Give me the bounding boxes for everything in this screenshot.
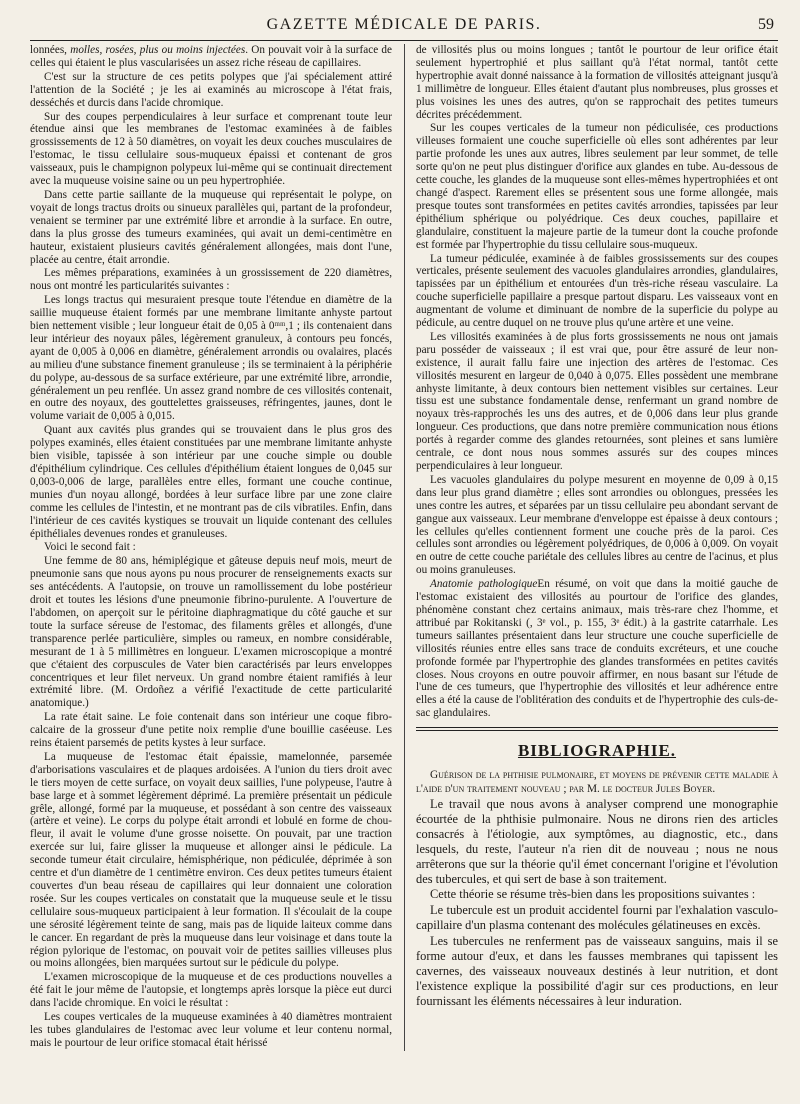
paragraph <box>416 122 778 251</box>
paragraph-text: . On pouvait voir à la surface de celles qui étaient le plus vascularisées un assez riche réseau de capillaires. <box>30 44 392 69</box>
paragraph-text: Dans cette partie saillante de la muqueuse qui représentait le polype, on voyait de longs tractus droits ou sinueux parallèles qui, partant de la profondeur, venaient se terminer par une extrémité libre et arrondie à la surface. En outre, dans la plus grosse des tumeurs examinées, qui avait un demi-centimètre en hauteur, existaient plusieurs cavités généralement allongées, mais dont l'une, placée au centre, était arrondie. <box>30 188 392 266</box>
right-column <box>416 44 778 1051</box>
paragraph <box>416 331 778 473</box>
paragraph-text: Les villosités examinées à de plus forts grossissements ne nous ont jamais paru posséder de vaisseaux ; il est vrai que, pour être assuré de leur non-existence, il aurait fallu faire une injection des artères de l'estomac. Ces villosités mesurent en largeur de 0,040 à 0,075. Elles possèdent une membrane anhyste limitante, à deux contours bien nettement visibles sur certaines. Leur tissu est une substance fondamentale dense, renfermant un grand nombre de noyaux très-rapprochés les uns des autres, et de 0,006 dans leur plus grande longueur. Ces productions, que dans notre première communication nous étions portés à regarder comme des glandes retournées, sont pleines et sans lumière centrale, ce dont nous nous sommes assurés sur des coupes minces perpendiculaires à leur longueur. <box>416 330 778 472</box>
paragraph-text: de villosités plus ou moins longues ; tantôt le pourtour de leur orifice était seulement hypertrophié et plus saillant qu'à l'état normal, tantôt cette hypertrophie avait donné naissance à la formation de villosités atteignant jusqu'à 1 millimètre de longueur. Elles étaient d'autant plus nombreuses, plus grosses et plus voisines les unes des autres, qu'on se rapprochait des petites tumeurs décrites précédemment. <box>416 44 778 121</box>
paragraph-text: L'examen microscopique de la muqueuse et de ces productions nouvelles a été fait le jour même de l'autopsie, et longtemps après lorsque la pièce eut durci dans l'acide chromique. En voici le résultat : <box>30 971 392 1010</box>
paragraph-text: Les vacuoles glandulaires du polype mesurent en moyenne de 0,09 à 0,15 dans leur plus grand diamètre ; elles sont arrondies ou oblongues, pressées les unes contre les autres, et séparées par un tissu cellulaire peu abondant servant de gangue aux vaisseaux. Leur membrane d'enveloppe est épaisse à deux contours ; les cellules qu'elles contiennent forment une couche près de la paroi. Ces cellules sont arrondies ou légèrement polyédriques, de 0,006 à 0,009. On voyait en outre de cette couche pariétale des cellules libres au centre de l'acinus, et plus ou moins granuleuses. <box>416 473 778 577</box>
article-columns <box>30 44 778 1051</box>
paragraph <box>30 751 392 970</box>
paragraph-text: La rate était saine. Le foie contenait dans son intérieur une coque fibro-calcaire de la grosseur d'une petite noix remplie d'une bouillie caséeuse. Les reins étaient parsemés de petits kystes à leur surface. <box>30 711 392 750</box>
paragraph <box>416 44 778 121</box>
paragraph-text: Voici le second fait : <box>44 541 136 554</box>
paragraph-text: Les longs tractus qui mesuraient presque toute l'étendue en diamètre de la saillie muqueuse étaient formés par une membrane limitante anhyste partout bien nettement visible ; leur longueur était de 0,05 à 0ᵐᵐ,1 ; ils contenaient dans leur intérieur des noyaux pâles, légèrement granuleux, à contours peu foncés, ayant de 0,005 à 0,006 en diamètre, généralement arrondis ou ovalaires, placés au milieu d'une substance finement granuleuse ; ils se terminaient à la périphérie du polype, au-dessous de sa surface extérieure, par une extrémité libre, arrondie, généralement un peu renflée. Un assez grand nombre de ces villosités contenait, en outre des noyaux, des gouttelettes graisseuses, réfringentes, jaunes, dont le volume variait de 0,005 à 0,015. <box>30 294 392 423</box>
paragraph-text: En résumé, on voit que dans la moitié gauche de l'estomac existaient des villosités au pourtour de l'orifice des glandes, phénomène constant chez certains animaux, mais très-rare chez l'homme, et attribué par Rokitanski ( <box>416 578 778 629</box>
bibliography-paragraph: Le travail que nous avons à analyser comprend une monographie écourtée de la phthisie pulmonaire. Nous ne dirons rien des articles consacrés à l'étiologie, aux symptômes, au diagnostic, etc., dans lesquels, du reste, l'auteur n'a rien dit de nouveau ; nous ne nous arrêterons que sur la théorie qu'il émet concernant l'origine et l'évolution des tubercules, et qui sert de base à son traitement. <box>416 797 778 886</box>
paragraph <box>416 474 778 577</box>
paragraph <box>30 189 392 266</box>
entry-title: Guérison de la phthisie pulmonaire, et moyens de prévenir cette maladie à l'aide d'un traitement nouveau ; par M. le docteur <box>416 769 778 796</box>
paragraph <box>30 971 392 1010</box>
right-column-article <box>416 44 778 720</box>
paragraph <box>30 111 392 188</box>
paragraph-text: Les coupes verticales de la muqueuse examinées à 40 diamètres montraient les tubes glandulaires de l'estomac avec leur volume et leur contenu normal, mais le pourtour de leur orifice stomacal était hérissé <box>30 1011 392 1049</box>
paragraph-text: La muqueuse de l'estomac était épaissie, mamelonnée, parsemée d'arborisations vasculaires et de plaques ardoisées. A l'union du tiers droit avec le tiers moyen de cette surface, on voyait deux saillies, l'une polypeuse, l'autre à base large et à sommet légèrement déprimé. La première présentait un pédicule grêle, allongé, formé par la muqueuse, et possédant à son centre des vaisseaux (artère et veine). Le corps du polype était arrondi et lobulé en forme de chou-fleur, il avait le volume d'une grosse noisette. On pouvait, par une traction exercée sur lui, faire glisser la muqueuse et allonger ainsi le pédicule. La seconde tumeur était circulaire, hémisphérique, non pédiculée, déprimée à son centre et d'un diamètre de 1 centimètre environ. Ces deux petites tumeurs étaient couvertes d'un beau réseau de capillaires qui leur donnaient une coloration rosée. Sur les coupes verticales on constatait que la muqueuse seule et le tissu cellulaire sous-muqueux participaient à leur formation. Il s'écoulait de la coupe une sérosité légèrement teinte de sang, mais pas de liquide laiteux comme dans le cancer. En regardant de près la muqueuse dans leur voisinage et dans toute la région pylorique de l'estomac, on pouvait voir de petites saillies villeuses plus ou moins allongées, bien marquées surtout sur le pédicule du polype. <box>30 750 392 970</box>
left-column <box>30 44 392 1051</box>
entry-author: Jules Boyer. <box>655 783 716 796</box>
paragraph-text: C'est sur la structure de ces petits polypes que j'ai spécialement attiré l'attention de la Société ; je les ai examinés au microscope à l'état frais, desséchés et durcis dans l'acide chromique. <box>30 70 392 109</box>
paragraph <box>30 71 392 110</box>
paragraph <box>30 1011 392 1050</box>
bibliography-entry <box>416 768 778 796</box>
bibliography-paragraph: Les tubercules ne renferment pas de vaisseaux sanguins, mais il se forme autour d'eux, et dans les fausses membranes qui tapissent les cavernes, des vaisseaux nouveaux destinés à leur nutrition, et dont l'existence explique la possibilité d'agir sur ces productions, en leur fournissant les éléments nécessaires à leur induration. <box>416 934 778 1008</box>
bibliography-paragraph: Le tubercule est un produit accidentel fourni par l'exhalation vasculo-capillaire d'un plasma contenant des molécules gélatineuses en excès. <box>416 903 778 933</box>
paragraph <box>30 555 392 710</box>
paragraph-text: Les mêmes préparations, examinées à un grossissement de 220 diamètres, nous ont montré les particularités suivantes : <box>30 267 392 293</box>
paragraph <box>30 294 392 423</box>
paragraph <box>30 44 392 70</box>
paragraph <box>30 711 392 750</box>
italic-text: molles, rosées, plus ou moins injectées <box>70 44 246 56</box>
header-rule <box>30 40 778 41</box>
page-header <box>30 14 778 36</box>
paragraph <box>416 253 778 330</box>
paragraph <box>30 424 392 540</box>
paragraph <box>416 578 778 720</box>
paragraph-text: Sur les coupes verticales de la tumeur non pédiculisée, ces productions villeuses formaient une couche superficielle où elles sont adhérentes par leur partie profonde les unes aux autres, libres seulement par leur sommet, de telle sorte qu'on ne peut plus distinguer d'orifice aux glandes en tube. Au-dessous de cette couche, les glandes de la muqueuse sont elles-mêmes hypertrophiées et ont changé d'aspect. Rarement elles se présentent sous une forme allongée, mais presque toutes sont transformées en petites cavités arrondies, tapissées par leur épithélium sphérique ou polyédrique. Ces deux couches, papillaire et glandulaire, constituent la majeure partie de la tumeur dont la couche profonde est formée par l'hypertrophie du tissu cellulaire sous-muqueux. <box>416 122 778 251</box>
paragraph <box>30 267 392 293</box>
journal-title: GAZETTE MÉDICALE DE PARIS. <box>266 16 542 33</box>
paragraph-text: Sur des coupes perpendiculaires à leur surface et comprenant toute leur étendue ainsi que les membranes de l'estomac examinées à de faibles grossissements de 12 à 50 diamètres, on voyait les deux couches musculaires de l'estomac, le tissu cellulaire sous-muqueux épaissi et contenant de gros vaisseaux, puis le champignon polypeux lui-même qui se continuait directement avec la muqueuse voisine saine ou un peu hypertrophiée. <box>30 110 392 188</box>
bibliography-body <box>416 797 778 1009</box>
bibliography-section <box>416 727 778 1009</box>
column-divider <box>404 44 405 1051</box>
section-double-rule <box>416 727 778 731</box>
paragraph <box>30 541 392 554</box>
paragraph-text: , 3ᵉ vol., p. 155, 3ᵉ édit.) à la gastrite catarrhale. Les tumeurs saillantes présentaient dans leur structure une couche superficielle de villosités réunies entre elles sans trace de conduits excréteurs, et une couche profonde formée par l'hypertrophie des glandes transformées en petites cavités closes. Nous croyons en outre pouvoir affirmer, en nous basant sur l'étude de l'une de ces tumeurs, que l'hypertrophie des villosités et leur adhérence entre elles a été la cause de l'oblitération des conduits et de l'hypertrophie des culs-de-sac glandulaires. <box>416 616 778 720</box>
paragraph-text: La tumeur pédiculée, examinée à de faibles grossissements sur des coupes verticales, présente seulement des vacuoles glandulaires arrondies, glandulaires, tapissées par un épithélium et entourées d'un très-riche réseau vasculaire. La couche superficielle papillaire a presque partout disparu. Les vaisseaux vont en augmentant de volume et diminuant de nombre de la superficie du polype au pédicule, au centre duquel on ne trouve plus qu'une artère et une veine. <box>416 252 778 330</box>
paragraph-text: Quant aux cavités plus grandes qui se trouvaient dans le plus gros des polypes examinés, elles étaient constituées par une membrane limitante anhyste bien visible, tapissée à son intérieur par une couche simple ou double d'épithélium cylindrique. Ces cellules d'épithélium étaient longues de 0,045 sur 0,003-0,006 de large, parallèles entre elles, formant une couche continue, munies d'un noyau allongé, bordées à leur surface libre par une zone claire comme les cellules de l'intestin, et ne montrant pas de cils vibratiles. Enfin, dans l'intérieur de ces cavités kystiques se trouvait un liquide contenant des cellules épithéliales devenues rondes et granuleuses. <box>30 424 392 540</box>
bibliography-heading: BIBLIOGRAPHIE. <box>517 741 677 761</box>
bibliography-paragraph: Cette théorie se résume très-bien dans les propositions suivantes : <box>430 887 756 902</box>
paragraph-text: lonnées, <box>30 44 71 56</box>
page-number: 59 <box>758 16 774 33</box>
italic-text: Anatomie pathologique <box>430 578 538 591</box>
paragraph-text: Une femme de 80 ans, hémiplégique et gâteuse depuis neuf mois, meurt de pneumonie sans que nous ayons pu nous procurer de renseignements exacts sur ses antécédents. A l'autopsie, on trouve un ramollissement du lobe postérieur droit et toutes les lésions d'une pneumonie fibrino-purulente. A l'ouverture de l'abdomen, on aperçoit sur le péritoine diaphragmatique du côté gauche et sur toute la surface séreuse de l'estomac, des filaments grêles et allongés, d'une transparence perlée particulière, simples ou rameux, en nombre considérable, mesurant de 1 à 5 millimètres en longueur. L'examen microscopique a montré que c'étaient des corpuscules de Vater bien caractérisés par leurs enveloppes concentriques et leur filet nerveux. Un grand nombre étaient ramifiés à leur extrémité libre. (M. Ordoñez a vérifié l'exactitude de cette particularité anatomique.) <box>30 555 392 710</box>
